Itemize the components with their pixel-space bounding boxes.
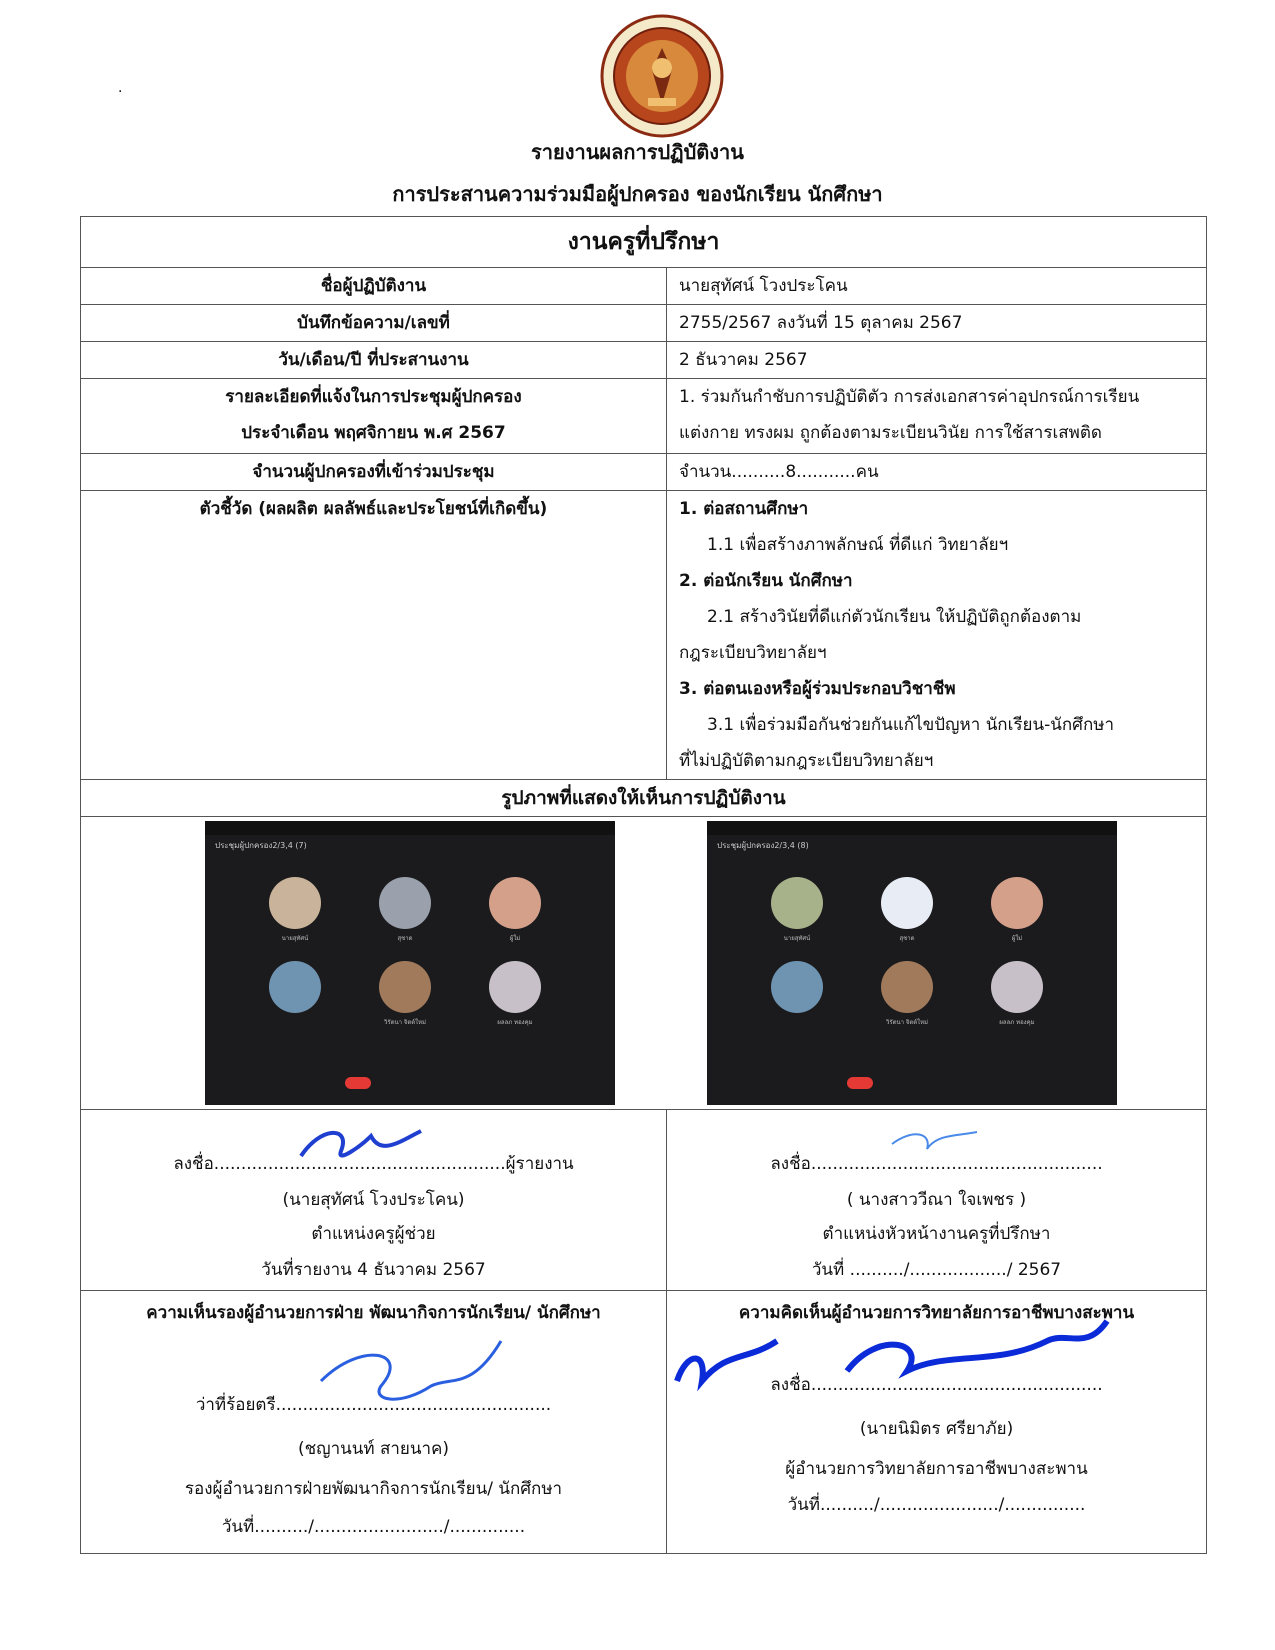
participant-avatar <box>379 961 431 1013</box>
report-subtitle: การประสานความร่วมมือผู้ปกครอง ของนักเรียน นักศึกษา <box>392 182 883 206</box>
detail-label-line1: รายละเอียดที่แจ้งในการประชุมผู้ปกครอง <box>225 387 522 407</box>
participant-name: ผลลภ ทองคุม <box>497 1019 533 1026</box>
director-opinion-title: ความคิดเห็นผู้อำนวยการวิทยาลัยการอาชีพบางสะพาน <box>738 1303 1135 1323</box>
detail-label-line2: ประจำเดือน พฤศจิกายน พ.ศ 2567 <box>241 423 506 443</box>
participant-avatar <box>881 961 933 1013</box>
meeting-screenshot-2 <box>707 821 1117 1105</box>
participant-name: นายสุทัศน์ <box>783 935 811 942</box>
participant-name: วิรัตนา จิตต์ใหม่ <box>885 1019 928 1026</box>
participant-name: วิรัตนา จิตต์ใหม่ <box>383 1019 426 1026</box>
director-date: วันที่........../....................../............... <box>787 1495 1086 1515</box>
head-teacher-position: ตำแหน่งหัวหน้างานครูที่ปรึกษา <box>822 1224 1051 1244</box>
head-teacher-name: ( นางสาววีณา ใจเพชร ) <box>846 1190 1027 1210</box>
reporter-name: (นายสุทัศน์ โวงประโคน) <box>282 1190 465 1210</box>
deputy-opinion-block <box>81 1291 667 1554</box>
participant-avatar <box>881 877 933 929</box>
photo-title: รูปภาพที่แสดงให้เห็นการปฏิบัติงาน <box>81 780 1207 817</box>
deputy-name: (ชญานนท์ สายนาค) <box>297 1439 450 1459</box>
deputy-opinion-title: ความเห็นรองผู้อำนวยการฝ่าย พัฒนากิจการนักเรียน/ นักศึกษา <box>146 1303 601 1323</box>
participant-name: นายสุทัศน์ <box>281 935 309 942</box>
detail-value <box>667 379 1207 454</box>
head-teacher-date: วันที่ ........../................../ 2567 <box>811 1260 1062 1280</box>
deputy-sign-line: ว่าที่ร้อยตรี................................................... <box>195 1395 552 1415</box>
indicator-item: 3. ต่อตนเองหรือผู้ร่วมประกอบวิชาชีพ <box>679 679 956 699</box>
status-bar <box>205 821 615 835</box>
participant-avatar <box>269 877 321 929</box>
participant-avatar <box>991 877 1043 929</box>
participant-name: สุชาด <box>397 935 413 942</box>
participant-avatar <box>379 877 431 929</box>
photo-area <box>81 817 1207 1110</box>
date-label: วัน/เดือน/ปี ที่ประสานงาน <box>81 342 667 379</box>
detail-value-line1: 1. ร่วมกันกำชับการปฏิบัติตัว การส่งเอกสารค่าอุปกรณ์การเรียน <box>679 387 1140 407</box>
meeting-title: ประชุมผู้ปกครอง2/3,4 (8) <box>717 841 809 850</box>
date-value: 2 ธันวาคม 2567 <box>667 342 1207 379</box>
end-call-button[interactable] <box>847 1077 873 1089</box>
operator-label: ชื่อผู้ปฏิบัติงาน <box>81 268 667 305</box>
memo-label: บันทึกข้อความ/เลขที่ <box>81 305 667 342</box>
status-bar <box>707 821 1117 835</box>
end-call-button[interactable] <box>345 1077 371 1089</box>
director-sign-line: ลงชื่อ...................................................... <box>770 1375 1103 1395</box>
reporter-date: วันที่รายงาน 4 ธันวาคม 2567 <box>261 1260 486 1280</box>
meeting-screenshot-1 <box>205 821 615 1105</box>
deputy-date: วันที่........../......................../.............. <box>221 1517 526 1537</box>
participant-avatar <box>771 961 823 1013</box>
memo-value: 2755/2567 ลงวันที่ 15 ตุลาคม 2567 <box>667 305 1207 342</box>
participant-avatar <box>991 961 1043 1013</box>
college-seal-logo <box>600 14 724 138</box>
detail-label <box>81 379 667 454</box>
reporter-signature-block <box>81 1110 667 1291</box>
participant-name: ผู้ใม่ <box>509 935 521 942</box>
stray-dot: . <box>118 80 123 96</box>
section-title: งานครูที่ปรึกษา <box>81 217 1207 268</box>
participant-name: ผู้ใม่ <box>1011 935 1023 942</box>
report-title: รายงานผลการปฏิบัติงาน <box>531 140 744 164</box>
attend-value: จำนวน..........8...........คน <box>667 454 1207 491</box>
participant-name: สุชาด <box>899 935 915 942</box>
participant-avatar <box>489 877 541 929</box>
detail-value-line2: แต่งกาย ทรงผม ถูกต้องตามระเบียนวินัย การใช้สารเสพติด <box>679 423 1102 443</box>
indicator-item: 2.1 สร้างวินัยที่ดีแก่ตัวนักเรียน ให้ปฏิบัติถูกต้องตาม <box>707 607 1082 627</box>
attend-label: จำนวนผู้ปกครองที่เข้าร่วมประชุม <box>81 454 667 491</box>
indicator-item: กฎระเบียบวิทยาลัยฯ <box>679 643 827 663</box>
reporter-sign-line: ลงชื่อ......................................................ผู้รายงาน <box>173 1154 574 1174</box>
deputy-position: รองผู้อำนวยการฝ่ายพัฒนากิจการนักเรียน/ นักศึกษา <box>184 1479 563 1499</box>
head-teacher-sign-line: ลงชื่อ...................................................... <box>770 1154 1103 1174</box>
director-opinion-block <box>667 1291 1207 1554</box>
participant-avatar <box>489 961 541 1013</box>
indicator-item: 1. ต่อสถานศึกษา <box>679 499 809 519</box>
report-table <box>80 216 1207 1554</box>
participant-name: ผลลภ ทองคุม <box>999 1019 1035 1026</box>
head-teacher-signature-block <box>667 1110 1207 1291</box>
meeting-title: ประชุมผู้ปกครอง2/3,4 (7) <box>215 841 307 850</box>
reporter-position: ตำแหน่งครูผู้ช่วย <box>311 1224 436 1244</box>
indicator-item: 1.1 เพื่อสร้างภาพลักษณ์ ที่ดีแก่ วิทยาลัยฯ <box>707 535 1009 555</box>
indicator-list <box>667 491 1207 780</box>
participant-avatar <box>269 961 321 1013</box>
director-position: ผู้อำนวยการวิทยาลัยการอาชีพบางสะพาน <box>785 1459 1088 1479</box>
operator-value: นายสุทัศน์ โวงประโคน <box>667 268 1207 305</box>
participant-avatar <box>771 877 823 929</box>
indicator-item: 2. ต่อนักเรียน นักศึกษา <box>679 571 853 591</box>
indicator-item: 3.1 เพื่อร่วมมือกันช่วยกันแก้ไขปัญหา นักเรียน-นักศึกษา <box>707 715 1115 735</box>
indicator-item: ที่ไม่ปฏิบัติตามกฎระเบียบวิทยาลัยฯ <box>679 751 934 771</box>
director-name: (นายนิมิตร ศรียาภัย) <box>859 1419 1014 1439</box>
indicator-label: ตัวชี้วัด (ผลผลิต ผลลัพธ์และประโยชน์ที่เกิดขึ้น) <box>81 491 667 780</box>
